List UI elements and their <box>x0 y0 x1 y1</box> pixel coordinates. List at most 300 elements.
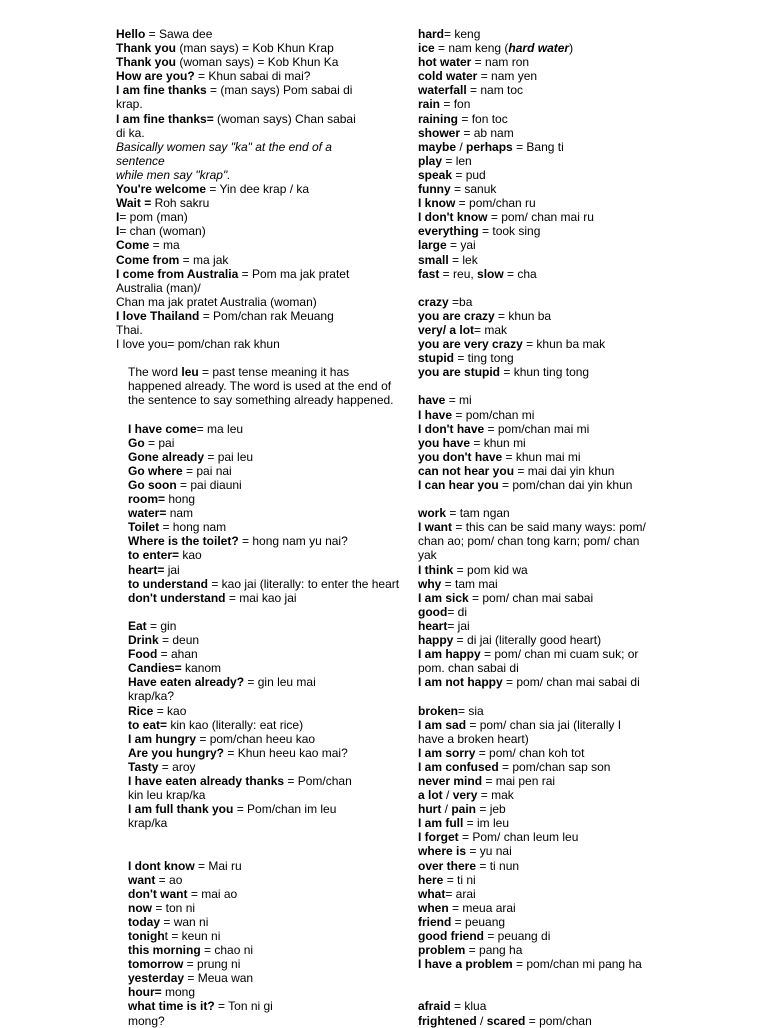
translation-text: = cha <box>503 266 537 281</box>
translation-text: = Sawa dee <box>145 27 213 41</box>
phrase-line <box>418 267 758 281</box>
phrase-line <box>116 985 416 999</box>
phrase-line <box>116 337 416 351</box>
translation-text: mong <box>161 985 196 1000</box>
phrase-line <box>418 253 758 267</box>
translation-text: = hong nam <box>159 520 227 535</box>
translation-text: = pom/ chan koh tot <box>475 745 585 760</box>
phrase-line <box>418 619 758 633</box>
thai-term: good friend <box>418 929 484 943</box>
translation-text: = gin <box>146 618 177 633</box>
thai-term: heart <box>418 618 448 633</box>
translation-text: = ma <box>149 238 180 253</box>
phrase-line <box>418 126 758 140</box>
thai-term: you are very crazy <box>418 337 523 352</box>
thai-term: I know <box>418 196 456 211</box>
phrase-line <box>116 591 416 605</box>
translation-text: = pai leu <box>204 449 254 464</box>
thai-term: want <box>128 872 156 887</box>
thai-term: very <box>452 788 478 803</box>
translation-text: pom. chan sabai di <box>418 661 519 676</box>
phrase-line <box>116 929 416 943</box>
thai-term: I am sad <box>418 717 467 732</box>
phrase-line <box>116 365 416 379</box>
thai-term: stupid <box>418 351 454 366</box>
phrase-line <box>116 69 416 83</box>
thai-term: problem <box>418 943 466 958</box>
translation-text: (woman says) = Kob Khun Ka <box>176 55 339 70</box>
translation-text: = ma leu <box>196 421 244 436</box>
thai-term: never mind <box>418 773 483 788</box>
note-text: sentence <box>116 153 165 168</box>
phrase-line <box>116 534 416 548</box>
phrase-line <box>116 267 416 281</box>
phrase-line <box>418 83 758 97</box>
thai-term: I am full thank you <box>128 802 234 817</box>
thai-term: raining <box>418 111 459 126</box>
phrase-line <box>116 971 416 985</box>
phrase-line <box>418 55 758 69</box>
thai-term: can not hear you <box>418 463 515 478</box>
phrase-line <box>116 379 416 393</box>
translation-text: = ting tong <box>454 351 514 366</box>
translation-text: = kao jai (literally: to enter the heart <box>208 576 400 591</box>
translation-text: = mi <box>445 393 472 408</box>
phrase-line <box>116 422 416 436</box>
translation-text: = aroy <box>158 759 196 774</box>
thai-term: I think <box>418 562 454 577</box>
thai-term: don't want <box>128 886 188 901</box>
phrase-line <box>116 774 416 788</box>
thai-term: I am sick <box>418 590 469 605</box>
thai-term: Gone already <box>128 449 205 464</box>
translation-text: = chao ni <box>200 943 254 958</box>
phrase-line <box>116 323 416 337</box>
thai-term: broken <box>418 703 459 718</box>
translation-text: = Mai ru <box>194 858 242 873</box>
translation-text: = peuang di <box>484 929 551 943</box>
translation-text: = fon toc <box>458 111 508 126</box>
translation-text: t = keun ni <box>164 929 221 943</box>
thai-term: maybe <box>418 139 457 154</box>
thai-term: ice <box>418 41 435 56</box>
translation-text: = pai nai <box>182 463 232 478</box>
translation-text: = pom kid wa <box>453 562 528 577</box>
note-text: Basically women say "ka" at the end of a <box>116 139 332 154</box>
translation-text: jai <box>164 562 180 577</box>
thai-term: rain <box>418 97 441 112</box>
phrase-line <box>418 196 758 210</box>
phrase-line <box>418 760 758 774</box>
phrase-line <box>418 27 758 41</box>
phrase-line <box>418 633 758 647</box>
thai-term: room= <box>128 492 166 507</box>
blank-line <box>418 985 758 999</box>
phrase-line <box>116 718 416 732</box>
thai-term: you are crazy <box>418 308 495 323</box>
translation-text: = took sing <box>478 224 541 239</box>
phrase-line <box>116 97 416 111</box>
translation-text: = khun ba <box>494 308 552 323</box>
thai-term: Have eaten already? <box>128 675 245 690</box>
phrase-line <box>418 323 758 337</box>
thai-term: hard <box>418 27 445 41</box>
phrase-line <box>116 577 416 591</box>
thai-term: you don't have <box>418 449 503 464</box>
phrase-line <box>418 647 758 661</box>
translation-text: = ti nun <box>476 858 520 873</box>
phrase-line <box>418 957 758 971</box>
thai-term: Hello <box>116 27 146 41</box>
thai-term: what <box>418 886 446 901</box>
thai-term: Go <box>128 435 145 450</box>
translation-text: = Pom/ chan leum leu <box>458 830 579 845</box>
phrase-line <box>418 732 758 746</box>
translation-text: = pang ha <box>465 943 523 958</box>
phrase-line <box>116 506 416 520</box>
thai-term: happy <box>418 633 454 648</box>
thai-term: pain <box>451 802 477 817</box>
phrase-line <box>116 788 416 802</box>
phrase-line <box>418 830 758 844</box>
thai-term: when <box>418 900 449 915</box>
phrase-line <box>418 436 758 450</box>
thai-term: How are you? <box>116 69 195 84</box>
thai-term: tonigh <box>128 929 165 943</box>
blank-line <box>418 492 758 506</box>
thai-term: Go soon <box>128 478 177 492</box>
phrase-line <box>418 605 758 619</box>
phrase-line <box>116 901 416 915</box>
phrase-line <box>116 112 416 126</box>
phrase-line <box>418 816 758 830</box>
phrase-line <box>418 520 758 534</box>
translation-text: = this can be said many ways: pom/ <box>452 520 646 535</box>
phrase-line <box>418 1014 758 1028</box>
thai-term: I have a problem <box>418 957 513 972</box>
translation-text: = tam mai <box>441 576 498 591</box>
phrase-column-right <box>418 27 758 1028</box>
translation-text: = pom/ chan mai sabai di <box>502 675 640 690</box>
phrase-line <box>116 732 416 746</box>
translation-text: = reu, <box>439 266 478 281</box>
translation-text: krap/ka <box>128 816 168 831</box>
translation-text: = arai <box>445 886 476 901</box>
translation-text: = hong nam yu nai? <box>238 534 348 549</box>
thai-term: where is <box>418 844 467 859</box>
translation-text: = ti ni <box>443 872 476 887</box>
translation-text: = ton ni <box>152 900 196 915</box>
phrase-line <box>418 351 758 365</box>
thai-term: a lot <box>418 788 443 803</box>
translation-text: krap. <box>116 97 143 112</box>
translation-text: nam <box>166 506 194 521</box>
thai-term: Drink <box>128 633 159 648</box>
thai-term: I am hungry <box>128 731 197 746</box>
phrase-line <box>418 295 758 309</box>
phrase-line <box>418 182 758 196</box>
translation-text: = jeb <box>476 802 506 817</box>
phrase-line <box>116 647 416 661</box>
translation-text: = Ton ni gi <box>214 999 273 1014</box>
translation-text: = len <box>442 153 472 168</box>
thai-term: Where is the toilet? <box>128 534 239 549</box>
phrase-line <box>116 55 416 69</box>
thai-term: this morning <box>128 943 201 958</box>
translation-text: = jai <box>447 618 470 633</box>
thai-term: I forget <box>418 830 459 845</box>
phrase-line <box>116 704 416 718</box>
phrase-line <box>418 774 758 788</box>
phrase-line <box>116 182 416 196</box>
phrase-column-left <box>116 27 416 1028</box>
thai-term: I am fine thanks <box>116 83 207 98</box>
translation-text: Roh sakru <box>151 196 210 211</box>
translation-text: = tam ngan <box>446 506 510 521</box>
translation-text: = pai diauni <box>176 478 242 492</box>
thai-term: I have <box>418 407 453 422</box>
thai-term: Candies= <box>128 661 182 676</box>
translation-text: = ma jak <box>179 252 229 267</box>
phrase-line <box>116 210 416 224</box>
phrase-line <box>418 802 758 816</box>
phrase-line <box>418 901 758 915</box>
thai-term: Are you hungry? <box>128 745 225 760</box>
thai-term: play <box>418 153 443 168</box>
translation-text: = pom/chan <box>525 1013 592 1028</box>
thai-term: work <box>418 506 447 521</box>
phrase-line <box>116 168 416 182</box>
phrase-line <box>116 816 416 830</box>
translation-text: = pom/chan sap son <box>498 759 611 774</box>
phrase-line <box>418 210 758 224</box>
translation-text: the sentence to say something already happened. <box>128 393 394 408</box>
thai-term: friend <box>418 914 452 929</box>
note-text: while men say "krap". <box>116 167 231 182</box>
phrase-line <box>418 168 758 182</box>
translation-text: = past tense meaning it has <box>198 365 350 380</box>
thai-term: I am not happy <box>418 675 503 690</box>
thai-term: I dont know <box>128 858 195 873</box>
translation-text: The word <box>128 365 182 380</box>
phrase-line <box>418 154 758 168</box>
translation-text: = pom/ chan mai ru <box>487 210 594 225</box>
thai-term: I am fine thanks= <box>116 111 214 126</box>
translation-text: krap/ka? <box>128 689 175 704</box>
translation-text: = khun mi <box>470 435 526 450</box>
translation-text: = pom (man) <box>119 210 188 225</box>
phrase-line <box>418 746 758 760</box>
translation-text: = sia <box>458 703 484 718</box>
phrase-line <box>418 943 758 957</box>
translation-text: = khun ba mak <box>522 337 606 352</box>
translation-text: = Bang ti <box>512 139 564 154</box>
translation-text: Chan ma jak pratet Australia (woman) <box>116 294 317 309</box>
phrase-line <box>418 69 758 83</box>
thai-term: Eat <box>128 618 147 633</box>
translation-text: = kao <box>153 703 187 718</box>
phrase-line <box>116 478 416 492</box>
translation-text: = (man says) Pom sabai di <box>206 83 353 98</box>
translation-text: chan ao; pom/ chan tong karn; pom/ chan <box>418 534 640 549</box>
thai-term: I <box>116 210 120 225</box>
thai-term: don't understand <box>128 590 226 605</box>
translation-text: = Pom ma jak pratet <box>238 266 350 281</box>
thai-term: Thank you <box>116 41 177 56</box>
phrase-line <box>418 915 758 929</box>
phrase-line <box>116 224 416 238</box>
phrase-line <box>418 337 758 351</box>
blank-line <box>418 971 758 985</box>
thai-term: Tasty <box>128 759 159 774</box>
translation-text: I love you= pom/chan rak khun <box>116 337 280 352</box>
phrase-line <box>418 873 758 887</box>
thai-term: afraid <box>418 999 451 1014</box>
translation-text: / <box>476 1013 487 1028</box>
translation-text: = di jai (literally good heart) <box>453 633 602 648</box>
translation-text: (man says) = Kob Khun Krap <box>176 41 334 56</box>
translation-text: = prung ni <box>183 957 241 972</box>
thai-term: Food <box>128 647 158 662</box>
thai-term: cold water <box>418 69 478 84</box>
thai-term: small <box>418 252 449 267</box>
translation-text: = mai kao jai <box>225 590 297 605</box>
phrase-line <box>116 295 416 309</box>
thai-term: I love Thailand <box>116 308 200 323</box>
phrase-line <box>418 140 758 154</box>
thai-term: over there <box>418 858 477 873</box>
phrase-line <box>418 844 758 858</box>
translation-text: = Khun heeu kao mai? <box>224 745 348 760</box>
phrase-line <box>116 238 416 252</box>
thai-term: have <box>418 393 446 408</box>
translation-text: = pom/chan mi <box>452 407 535 422</box>
phrase-line <box>418 704 758 718</box>
translation-text: = nam ron <box>471 55 530 70</box>
translation-text: = Khun sabai di mai? <box>194 69 311 84</box>
translation-text: = pud <box>452 167 486 182</box>
translation-text: kin kao (literally: eat rice) <box>167 717 304 732</box>
phrase-line <box>116 887 416 901</box>
translation-text: Australia (man)/ <box>116 280 201 295</box>
translation-text: = mai dai yin khun <box>514 463 615 478</box>
translation-text: ) <box>569 41 574 56</box>
translation-text: = sanuk <box>450 182 497 197</box>
blank-line <box>116 830 416 844</box>
translation-text: Thai. <box>116 322 143 337</box>
translation-text: =ba <box>448 294 473 309</box>
thai-term: tomorrow <box>128 957 184 972</box>
thai-term: what time is it? <box>128 999 215 1014</box>
translation-text: = meua arai <box>448 900 516 915</box>
translation-text: = pom/ chan mi cuam suk; or <box>480 647 639 662</box>
translation-text: = mak <box>474 322 508 337</box>
translation-text: = pom/chan mai mi <box>484 421 590 436</box>
thai-term: I am happy <box>418 647 481 662</box>
blank-line <box>418 689 758 703</box>
translation-text: = pom/chan ru <box>455 196 536 211</box>
translation-text: = mai ao <box>187 886 238 901</box>
phrase-line <box>418 675 758 689</box>
translation-text: kanom <box>181 661 222 676</box>
blank-line <box>116 605 416 619</box>
phrase-line <box>418 238 758 252</box>
phrase-line <box>116 675 416 689</box>
translation-text: = nam keng ( <box>434 41 509 56</box>
phrase-line <box>116 999 416 1013</box>
translation-text: = Pom/chan <box>284 773 352 788</box>
translation-text: = gin leu mai <box>244 675 316 690</box>
translation-text: = khun ting tong <box>500 365 590 380</box>
translation-text: = im leu <box>463 816 510 831</box>
phrase-line <box>116 1014 416 1028</box>
translation-text: happened already. The word is used at the end of <box>128 379 392 394</box>
translation-text: = di <box>447 604 468 619</box>
translation-text: = pai <box>144 435 175 450</box>
phrase-line <box>116 633 416 647</box>
thai-term: you are stupid <box>418 365 501 380</box>
thai-term: to eat= <box>128 717 168 732</box>
thai-term: I am full <box>418 816 464 831</box>
phrase-line <box>116 746 416 760</box>
translation-text: kao <box>179 548 202 563</box>
thai-term: everything <box>418 224 479 239</box>
thai-term: Come <box>116 238 150 253</box>
translation-text: = ab nam <box>460 125 514 140</box>
thai-term: very/ a lot <box>418 322 475 337</box>
phrase-line <box>116 253 416 267</box>
phrase-line <box>116 393 416 407</box>
phrase-line <box>116 83 416 97</box>
phrase-line <box>418 577 758 591</box>
phrase-line <box>116 196 416 210</box>
thai-term: to understand <box>128 576 208 591</box>
thai-term: yesterday <box>128 971 185 986</box>
phrase-line <box>418 999 758 1013</box>
translation-text: = deun <box>158 633 200 648</box>
thai-term: funny <box>418 182 451 197</box>
thai-term: speak <box>418 167 453 182</box>
phrase-line <box>116 661 416 675</box>
thai-term: now <box>128 900 152 915</box>
phrase-line <box>418 365 758 379</box>
thai-term: why <box>418 576 442 591</box>
thai-term: I have come <box>128 421 197 436</box>
phrase-line <box>116 450 416 464</box>
translation-text: = pom/chan mi pang ha <box>512 957 642 972</box>
translation-text: = pom/ chan mai sabai <box>468 590 594 605</box>
phrase-line <box>418 534 758 548</box>
phrase-line <box>116 464 416 478</box>
thai-term: heart= <box>128 562 165 577</box>
translation-text: = pom/chan heeu kao <box>196 731 316 746</box>
translation-text: kin leu krap/ka <box>128 788 206 803</box>
phrase-line <box>116 492 416 506</box>
phrase-line <box>418 548 758 562</box>
translation-text: = fon <box>440 97 471 112</box>
thai-term: Thank you <box>116 55 177 70</box>
thai-term: I come from Australia <box>116 266 239 281</box>
phrase-line <box>418 450 758 464</box>
blank-line <box>418 379 758 393</box>
phrase-line <box>116 548 416 562</box>
thai-term: scared <box>486 1013 526 1028</box>
phrase-line <box>418 224 758 238</box>
translation-text: = nam yen <box>477 69 538 84</box>
phrase-line <box>418 97 758 111</box>
phrase-line <box>418 887 758 901</box>
translation-text: / <box>456 139 467 154</box>
